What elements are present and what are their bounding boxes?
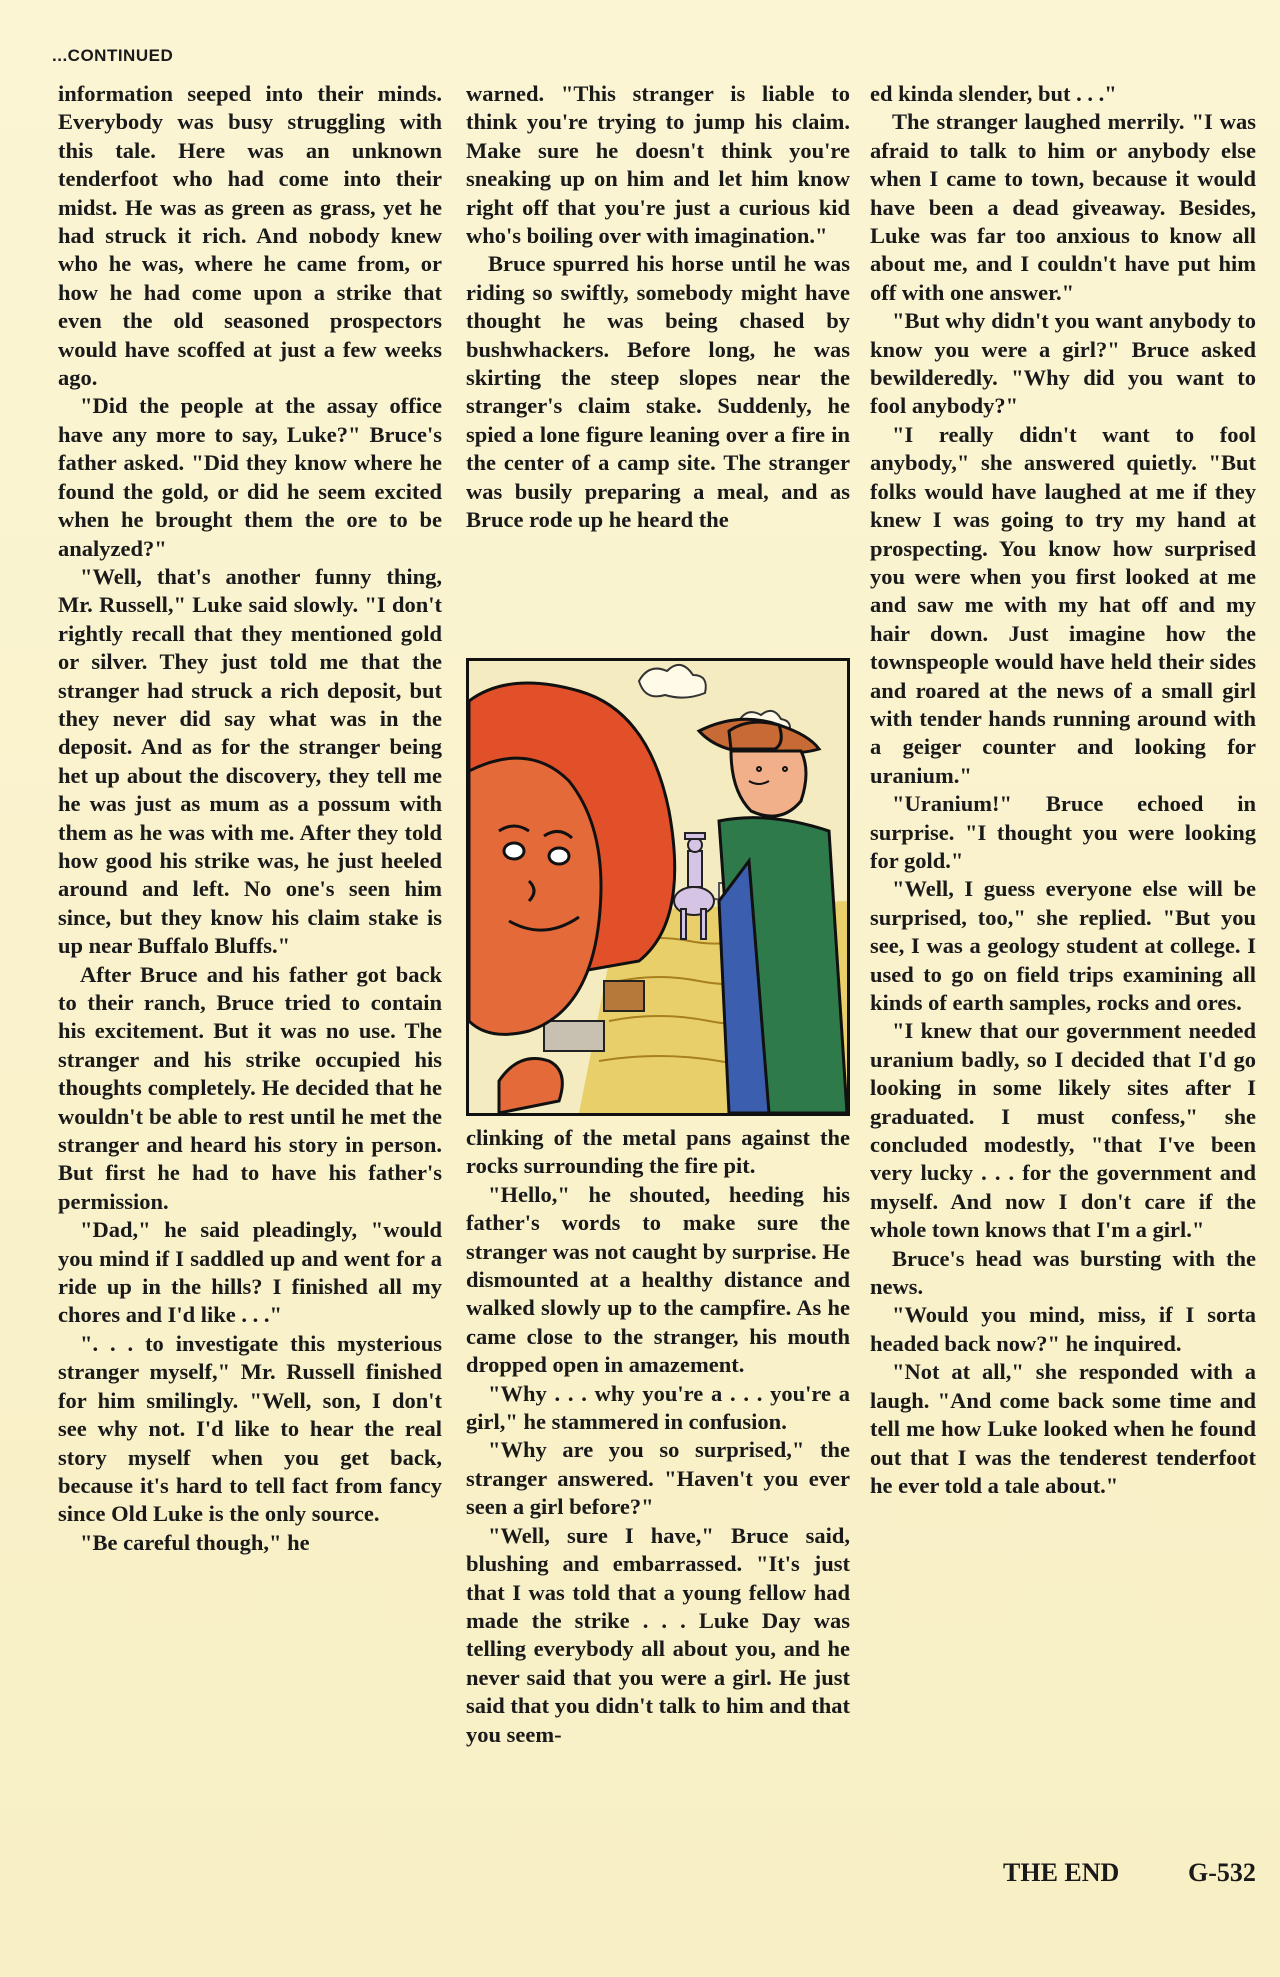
paragraph: Bruce spurred his horse until he was riding so swiftly, somebody might have thought he was being chased by bushwhackers. Before long, he was skirting the steep slopes near the stranger's claim stake. Suddenly, he spied a lone figure leaning over a fire in the center of a camp site. The stranger was busily preparing a meal, and as Bruce rode up he heard the	[466, 251, 850, 533]
the-end-label: THE END	[1003, 1858, 1120, 1887]
paragraph: After Bruce and his father got back to their ranch, Bruce tried to contain his excitement. But it was no use. The stranger and his strike occupied his thoughts completely. He decided that he wouldn't be able to rest until he met the stranger and heard his story in person. But first he had to have his father's permission.	[58, 961, 442, 1214]
paragraph: "Hello," he shouted, heeding his father's words to make sure the stranger was not caught by surprise. He dismounted at a healthy distance and walked slowly up to the campfire. As he came close to the stranger, his mouth dropped open in amazement.	[466, 1181, 850, 1378]
paragraph: clinking of the metal pans against the rocks surrounding the fire pit.	[466, 1125, 850, 1179]
paragraph: The stranger laughed merrily. "I was afraid to talk to him or anybody else when I came to town, because it would have been a dead giveaway. Besides, Luke was far too anxious to know all about me, and I couldn't have put him off with one answer."	[870, 109, 1256, 305]
paragraph: "Uranium!" Bruce echoed in surprise. "I thought you were looking for gold."	[870, 791, 1256, 873]
paragraph: warned. "This stranger is liable to think you're trying to jump his claim. Make sure he doesn't think you're sneaking up on him and let him know right off that you're just a curious kid who's boiling over with imagination."	[466, 81, 850, 249]
paragraph: "Be careful though," he	[80, 1529, 310, 1555]
illustration-art	[469, 661, 847, 1113]
paragraph: "But why didn't you want anybody to know you were a girl?" Bruce asked bewilderedly. "Why did you want to fool anybody?"	[870, 308, 1256, 419]
paragraph: information seeped into their minds. Everybody was busy struggling with this tale. Here was an unknown tenderfoot who had come into their midst. He was as green as grass, yet he had struck it rich. And nobody knew who he was, where he came from, or how he had come upon a strike that even the old seasoned prospectors would have scoffed at just a few weeks ago.	[58, 81, 442, 391]
paragraph: ". . . to investigate this mysterious stranger myself," Mr. Russell finished for him smilingly. "Well, son, I don't see why not. I'd like to hear the real story myself when you get back, because it's hard to tell fact from fancy since Old Luke is the only source.	[58, 1330, 442, 1527]
paragraph: Bruce's head was bursting with the news.	[870, 1245, 1256, 1300]
text-column-2-bottom	[466, 1124, 850, 1749]
paragraph: "Well, sure I have," Bruce said, blushing and embarrassed. "It's just that I was told that a young fellow had made the strike . . . Luke Day was telling everybody all about you, and he never said that you were a girl. He just said that you didn't talk to him and that you seem-	[466, 1522, 850, 1747]
paragraph: "Why . . . why you're a . . . you're a girl," he stammered in confusion.	[466, 1380, 850, 1435]
paragraph: "Why are you so surprised," the stranger answered. "Haven't you ever seen a girl before?"	[466, 1437, 850, 1520]
paragraph: "I knew that our government needed uranium badly, so I decided that I'd go looking in some likely sites after I graduated. I must confess," she concluded modestly, "that I've been very lucky . . . for the government and myself. And now I don't care if the whole town knows that I'm a girl."	[870, 1018, 1256, 1243]
page-code: G-532	[1188, 1858, 1256, 1887]
comic-illustration	[466, 658, 850, 1116]
paragraph: "Dad," he said pleadingly, "would you mind if I saddled up and went for a ride up in the hills? I finished all my chores and I'd like . . ."	[58, 1217, 442, 1328]
text-column-1	[58, 80, 442, 1557]
paragraph: "Not at all," she responded with a laugh. "And come back some time and tell me how Luke looked when he found out that I was the tenderest tenderfoot he ever told a tale about."	[870, 1359, 1256, 1498]
text-column-3	[870, 80, 1256, 1500]
paragraph: "Well, that's another funny thing, Mr. Russell," Luke said slowly. "I don't rightly recall that they mentioned gold or silver. They just told me that the stranger had struck a rich deposit, but they never did say what was in the deposit. And as for the stranger being het up about the discovery, they tell me he was just as mum as a possum with them as he was with me. After they told how good his strike was, he just heeled around and left. No one's seen him since, but they know his claim stake is up near Buffalo Bluffs."	[58, 563, 442, 959]
text-column-2-top	[466, 80, 850, 535]
paragraph: "I really didn't want to fool anybody," she answered quietly. "But folks would have laughed at me if they knew I was going to try my hand at prospecting. You know how surprised you were when you first looked at me and saw me with my hat off and my hair down. Just imagine how the townspeople would have held their sides and roared at the news of a small girl with tender hands running around with a geiger counter and looking for uranium."	[870, 421, 1256, 788]
paragraph: "Did the people at the assay office have any more to say, Luke?" Bruce's father asked. "Did they know where he found the gold, or did he seem excited when he brought them the ore to be analyzed?"	[58, 393, 442, 561]
paragraph: "Well, I guess everyone else will be surprised, too," she replied. "But you see, I was a geology student at college. I used to go on field trips examining all kinds of earth samples, rocks and ores.	[870, 876, 1256, 1015]
paragraph: ed kinda slender, but . . ."	[870, 81, 1117, 106]
continued-label: ...CONTINUED	[52, 46, 174, 65]
paragraph: "Would you mind, miss, if I sorta headed back now?" he inquired.	[870, 1302, 1256, 1356]
